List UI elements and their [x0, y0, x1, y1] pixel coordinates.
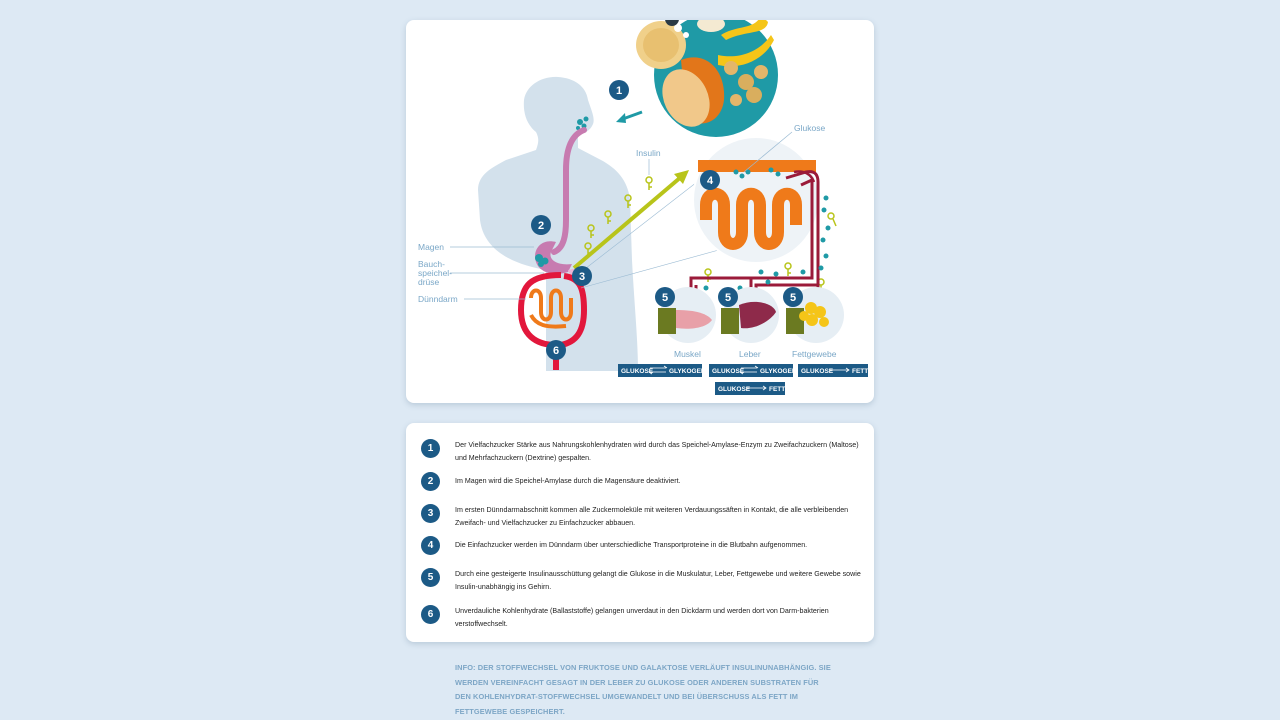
digestion-diagram	[406, 20, 874, 403]
steps-card	[406, 423, 874, 642]
step-item-6	[421, 605, 861, 631]
svg-text:GLYKOGEN: GLYKOGEN	[669, 368, 706, 375]
label-bauch-3: drüse	[418, 277, 440, 287]
svg-text:5: 5	[724, 292, 732, 304]
tag-leber-glukose-fett	[715, 382, 785, 395]
diagram-card	[406, 20, 874, 403]
step-text: Der Vielfachzucker Stärke aus Nahrungskohlenhydraten wird durch das Speichel-Amylase-Enzym zu Zweifachzuckern (Maltose) und Mehrfachzuckern (Dextrine) gespalten.	[455, 441, 859, 462]
step-item-4	[421, 536, 861, 555]
svg-text:GLUKOSE: GLUKOSE	[801, 368, 834, 375]
label-insulin: Insulin	[636, 148, 661, 158]
tag-fett-glukose-fett	[798, 364, 868, 377]
svg-text:3: 3	[578, 271, 586, 283]
svg-text:6: 6	[552, 345, 560, 357]
step-text: Im ersten Dünndarmabschnitt kommen alle Zuckermoleküle mit weiteren Verdauungssäften in Kontakt, die alle verbleibenden Zweifach- und Vielfachzucker zu Einfachzucker abbauen.	[455, 506, 849, 527]
label-leber: Leber	[739, 349, 761, 359]
step-marker-5-muscle	[655, 287, 675, 307]
step-number: 4	[421, 536, 440, 555]
tag-muskel-glukose-glykogen	[618, 364, 706, 377]
svg-text:GLYKOGEN: GLYKOGEN	[760, 368, 797, 375]
step-marker-1	[609, 80, 629, 100]
step-number: 2	[421, 472, 440, 491]
svg-text:FETT: FETT	[852, 368, 869, 375]
step-item-3	[421, 504, 861, 530]
step-number: 3	[421, 504, 440, 523]
svg-text:1: 1	[615, 85, 623, 97]
svg-text:5: 5	[789, 292, 797, 304]
svg-text:GLUKOSE: GLUKOSE	[712, 368, 745, 375]
label-glukose: Glukose	[794, 123, 826, 133]
label-duenndarm: Dünndarm	[418, 294, 458, 304]
step-marker-5-fat	[783, 287, 803, 307]
tag-leber-glukose-glykogen	[709, 364, 797, 377]
svg-text:FETT: FETT	[769, 386, 786, 393]
food-plate-icon	[636, 20, 778, 137]
svg-text:5: 5	[661, 292, 669, 304]
step-marker-3	[572, 266, 592, 286]
step-item-1	[421, 439, 861, 465]
svg-text:GLUKOSE: GLUKOSE	[718, 386, 751, 393]
label-bauch-1: Bauch-	[418, 259, 445, 269]
label-bauch-2: speichel-	[418, 268, 453, 278]
info-note: INFO: DER STOFFWECHSEL VON FRUKTOSE UND GALAKTOSE VERLÄUFT INSULINUNABHÄNGIG. SIE WERDEN VEREINFACHT GESAGT IN DER LEBER ZU GLUKOSE ODER ANDEREN SUBSTRATEN FÜR DEN KOHLENHYDRAT-STOFFWECHSEL UMGEWANDELT UND BEI ÜBERSCHUSS ALS FETT IM FETTGEWEBE GESPEICHERT.	[455, 663, 831, 716]
step-text: Unverdauliche Kohlenhydrate (Ballaststoffe) gelangen unverdaut in den Dickdarm und werden dort von Darm-bakterien verstoffwechselt.	[455, 607, 829, 628]
svg-text:4: 4	[706, 175, 714, 187]
step-number: 5	[421, 568, 440, 587]
step-text: Durch eine gesteigerte Insulinausschüttung gelangt die Glukose in die Muskulatur, Leber, Fettgewebe und weitere Gewebe sowie Insulin-unabhängig ins Gehirn.	[455, 570, 861, 591]
step-marker-2	[531, 215, 551, 235]
label-fettgewebe: Fettgewebe	[792, 349, 837, 359]
step-text: Die Einfachzucker werden im Dünndarm über unterschiedliche Transportproteine in die Blutbahn aufgenommen.	[455, 541, 808, 549]
step-item-2	[421, 472, 861, 491]
step-marker-4	[700, 170, 720, 190]
step-text: Im Magen wird die Speichel-Amylase durch die Magensäure deaktiviert.	[455, 477, 681, 485]
step-marker-6	[546, 340, 566, 360]
svg-text:GLUKOSE: GLUKOSE	[621, 368, 654, 375]
step-number: 1	[421, 439, 440, 458]
label-magen: Magen	[418, 242, 444, 252]
step-number: 6	[421, 605, 440, 624]
label-muskel: Muskel	[674, 349, 701, 359]
step-item-5	[421, 568, 861, 594]
svg-text:2: 2	[537, 220, 545, 232]
step-marker-5-liver	[718, 287, 738, 307]
